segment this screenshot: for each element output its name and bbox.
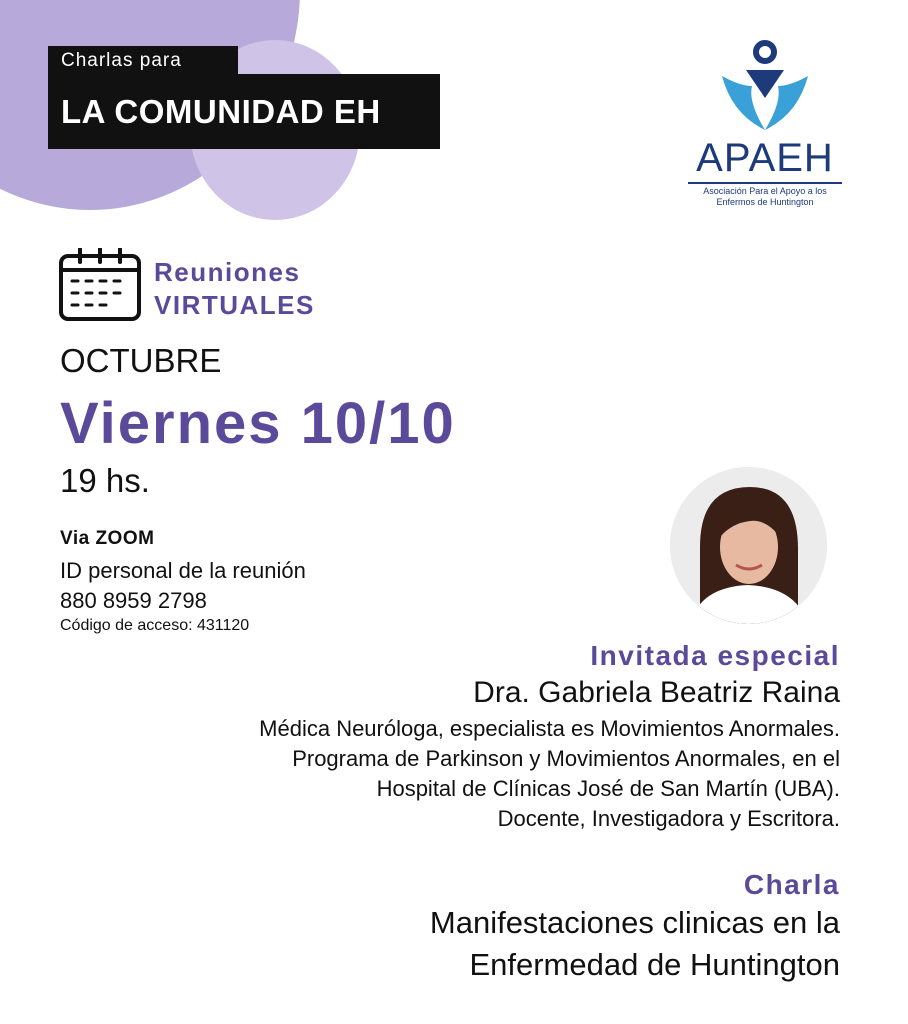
logo-subtitle xyxy=(680,186,850,208)
apaeh-emblem-icon xyxy=(718,40,812,135)
guest-photo xyxy=(670,467,827,624)
event-month: OCTUBRE xyxy=(60,342,222,379)
guest-name: Dra. Gabriela Beatriz Raina xyxy=(473,676,840,709)
guest-description-line: Hospital de Clínicas José de San Martín (UBA). xyxy=(376,776,840,801)
apaeh-logo xyxy=(680,40,850,220)
zoom-access-code: Código de acceso: 431120 xyxy=(60,617,250,634)
logo-name: APAEH xyxy=(696,136,834,180)
event-time: 19 hs. xyxy=(60,462,150,499)
logo-subtitle-line2: Enfermos de Huntington xyxy=(716,197,814,207)
guest-heading: Invitada especial xyxy=(590,640,840,671)
talk-title-line2: Enfermedad de Huntington xyxy=(469,947,840,982)
zoom-via-label: Via ZOOM xyxy=(60,528,155,549)
logo-subtitle-line1: Asociación Para el Apoyo a los xyxy=(703,186,827,196)
logo-divider xyxy=(688,182,842,184)
zoom-id-number: 880 8959 2798 xyxy=(60,588,207,613)
zoom-id-label: ID personal de la reunión xyxy=(60,558,306,583)
guest-description-line: Médica Neuróloga, especialista es Movimientos Anormales. xyxy=(259,716,840,741)
guest-description xyxy=(259,714,840,834)
meeting-type-line2: VIRTUALES xyxy=(154,290,315,320)
talk-title-line1: Manifestaciones clinicas en la xyxy=(429,905,840,940)
header-title: LA COMUNIDAD EH xyxy=(48,74,440,149)
talk-title xyxy=(430,902,840,986)
calendar-icon xyxy=(58,248,142,322)
guest-description-line: Docente, Investigadora y Escritora. xyxy=(497,806,840,831)
meeting-type-line1: Reuniones xyxy=(154,257,301,287)
talk-heading: Charla xyxy=(743,869,840,900)
meeting-type-label xyxy=(154,256,315,322)
guest-description-line: Programa de Parkinson y Movimientos Anormales, en el xyxy=(292,746,840,771)
event-day: Viernes 10/10 xyxy=(60,391,456,456)
header-subtitle: Charlas para xyxy=(48,46,238,76)
